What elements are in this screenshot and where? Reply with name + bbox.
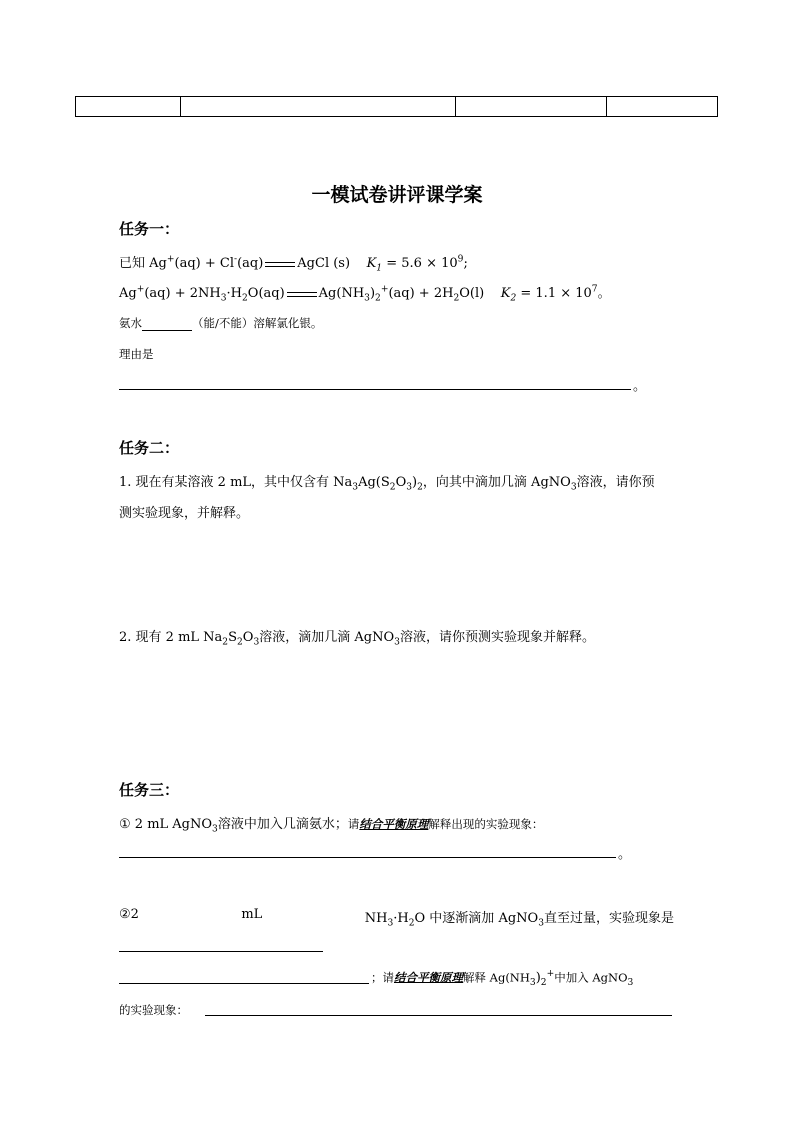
equation-2: $Ag^+(aq) + 2NH_3\cdot H_2O(aq) Ag(NH_3)_2^+(aq) + 2H_2O(l)$ $K_2 = 1.1 \times 10^7$。 (119, 284, 611, 304)
equilibrium-arrow (265, 259, 295, 269)
header-cell (607, 97, 718, 117)
header-cell (76, 97, 181, 117)
header-table (75, 96, 718, 117)
answer-line[interactable] (119, 389, 631, 390)
reason-label: 理由是 (119, 347, 154, 361)
task1-heading: 任务一： (119, 220, 180, 238)
answer-line[interactable] (119, 951, 323, 952)
task3-question-2: ②2 mL $NH_3\cdot H_2O$ 中逐渐滴加 AgNO$_3$直至过量，实验现象是 (119, 907, 674, 929)
task2-question-1: 1. 现在有某溶液 2 mL，其中仅含有 $Na_3Ag(S_2O_3)_2$，向其中滴加几滴 AgNO$_3$溶液，请你预 (119, 475, 655, 493)
header-cell (456, 97, 607, 117)
answer-line[interactable] (119, 983, 369, 984)
task1-question: 氨水 （能/不能）溶解氯化银。 (119, 316, 323, 330)
task2-heading: 任务二： (119, 439, 180, 457)
task3-heading: 任务三： (119, 781, 180, 799)
period: 。 (618, 847, 632, 862)
task3-question-1: ① 2 mL AgNO$_3$溶液中加入几滴氨水；请结合平衡原理解释出现的实验现象： (119, 817, 544, 835)
task3-question-3: ；请结合平衡原理解释 $Ag(NH_3)_2^+$中加入 AgNO$_3$ (371, 969, 634, 988)
answer-line[interactable] (205, 1015, 672, 1016)
answer-blank[interactable] (142, 318, 192, 331)
equilibrium-arrow (287, 289, 317, 299)
page-title: 一模试卷讲评课学案 (311, 184, 483, 206)
header-cell (181, 97, 456, 117)
period: 。 (633, 379, 647, 394)
task2-question-1-cont: 测实验现象，并解释。 (119, 506, 250, 521)
equation-1: 已知 Ag+(aq) + Cl-(aq) AgCl (s) $K_1 = 5.6 \times 10^9$; (119, 254, 468, 274)
task3-question-4: 的实验现象： (119, 1003, 188, 1017)
task2-question-2: 2. 现有 2 mL $Na_2S_2O_3$溶液，滴加几滴 AgNO$_3$溶液，请你预测实验现象并解释。 (119, 630, 595, 648)
answer-line[interactable] (119, 857, 616, 858)
